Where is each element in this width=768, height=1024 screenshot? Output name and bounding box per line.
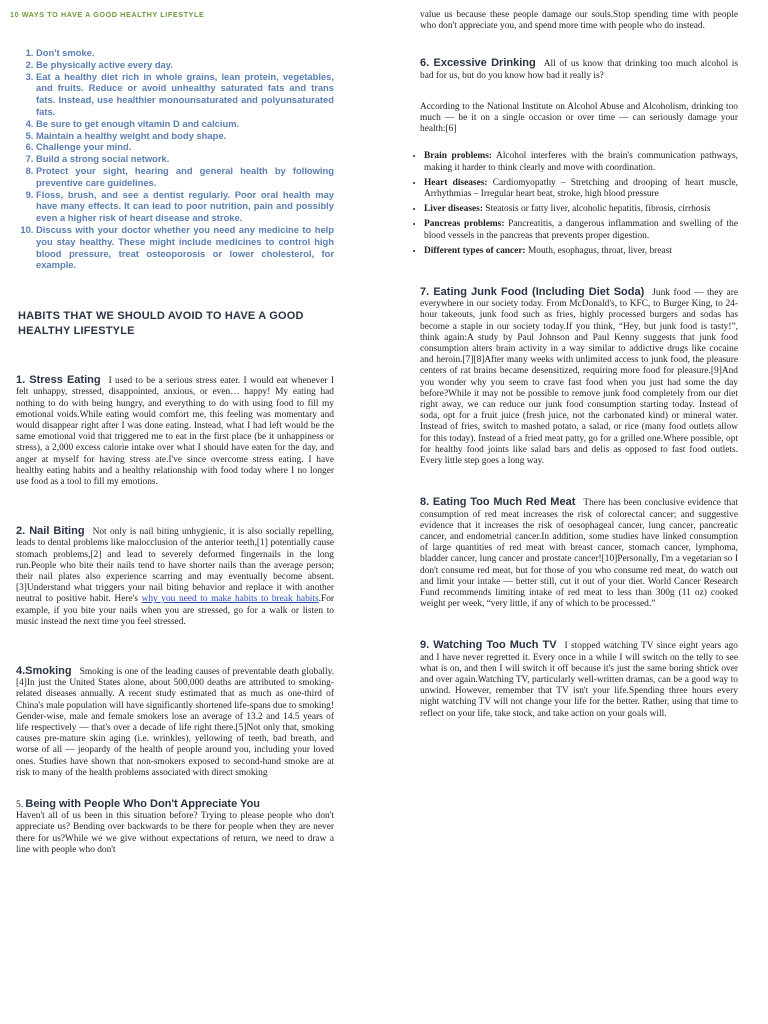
list-item: • Liver diseases: Steatosis or fatty liver, alcoholic hepatitis, fibrosis, cirrhosis <box>424 204 738 215</box>
section-smoking <box>16 666 334 779</box>
list-item: 9. Floss, brush, and see a dentist regularly. Poor oral health may have many effects. It can lead to poor nutrition, pain and possibly even a higher risk of heart disease and stroke. <box>36 189 334 224</box>
section-body: Haven't all of us been in this situation before? Trying to please people who don't appreciate us? Bending over backwards to be there for people when they are never there for us?While we we give without expectations of return, we need to draw a line with people who don't <box>16 811 334 855</box>
list-item: 5. Maintain a healthy weight and body shape. <box>36 130 334 142</box>
section-body: There has been conclusive evidence that consumption of red meat increases the risk of colorectal cancer; and suggestive evidence that it increases the risk of oesophageal cancer, lung cancer, pancreatic cancer, and endometrial cancer.In addition, some studies have linked consumption of large quantities of red meat with breast cancer, stomach cancer, lymphoma, bladder cancer, lung cancer and prostate cancer![10]Personally, I'm a vegetarian so I don't consume red meat, but for those of you who consume red meat, do watch out and limit your intake — better still, cut it out of your diet. World Cancer Research Fund recommends limiting intake of red meat to less than 300g (11 oz) cooked weight per week, “very little, if any of which to be processed.” <box>420 498 738 610</box>
list-item: 6. Challenge your mind. <box>36 141 334 153</box>
section-heading: 8. Eating Too Much Red Meat <box>420 496 576 509</box>
section-body: All of us know that drinking too much alcohol is bad for us, but do you know how bad it really is? <box>420 59 738 81</box>
section-red-meat <box>420 497 738 610</box>
left-column <box>10 0 335 856</box>
drinking-paragraph: According to the National Institute on Alcohol Abuse and Alcoholism, drinking too much — be it on a single occasion or over time — can seriously damage your health:[6] <box>420 101 738 135</box>
tips-list <box>16 47 334 271</box>
section-body: Not only is nail biting unhygienic, it is also socially repelling, leads to dental problems like malocclusion of the anterior teeth,[1] potentially cause stomach problems,[2] and lead to severely deformed fingernails in the long run.People who bite their nails tend to have shorter nails than the average person; their nail plates also experience scarring and may eventually become absent.[3]Understand what triggers your nail biting behavior and replace it with another neutral to positive habit. Here's <box>16 527 334 605</box>
section-nail-biting <box>16 526 334 628</box>
section-people-continued: value us because these people damage our souls.Stop spending time with people who don't appreciate you, and spend more time with people who do instead. <box>420 10 738 32</box>
list-item: 7. Build a strong social network. <box>36 153 334 165</box>
section-body: I used to be a serious stress eater. I would eat whenever I felt unhappy, stressed, disappointed, anxious, or even… happy! My eating had nothing to do with being hungry, and everything to do with using food to fill my emotional voids.While eating would comfort me, this feeling was momentary and would disappear right after I was done eating. Instead, what I had left would be the same emotional void that triggered me to eat in the first place (be it unhappiness or stress), a 2,000 excess calorie intake over what I should have eaten for the day, and anger at myself for having stress ate.I've since overcome stress eating. I have healthy eating habits and a healthy relationship with food today where I no longer use food as a tool to fill my emotions. <box>16 376 334 487</box>
list-item: 10. Discuss with your doctor whether you need any medicine to help you stay healthy. These might include medicines to control high blood pressure, treat osteoporosis or lower cholesterol, for example. <box>36 224 334 271</box>
section-body: I stopped watching TV since eight years ago and I have never regretted it. Every once in a while I will switch on the telly to see what is on, and then I will switch it off because it's just the same boring shtick over and over again.Watching TV, particularly well-written dramas, can be a good way to unwind. However, remember that TV isn't your life.Spending three hours every night watching TV will not change your life for the better. Rather, using that time to reflect on your life, take stock, and take action on your goals will. <box>420 641 738 719</box>
section-stress-eating <box>16 375 334 488</box>
habits-heading: HABITS THAT WE SHOULD AVOID TO HAVE A GOOD HEALTHY LIFESTYLE <box>18 310 304 338</box>
list-item: 1. Don't smoke. <box>36 47 334 59</box>
section-heading: 7. Eating Junk Food (Including Diet Soda) <box>420 286 645 299</box>
section-body: .For example, if you bite your nails when you are stressed, go for a walk or listen to music instead the next time you feel stressed. <box>16 594 335 627</box>
section-heading: 9. Watching Too Much TV <box>420 639 557 652</box>
list-item: 3. Eat a healthy diet rich in whole grains, lean protein, vegetables, and fruits. Reduce or avoid unhealthy saturated fats and trans fats. Instead, use healthier monounsaturated and polyunsaturated fats. <box>36 71 334 118</box>
list-item: • Brain problems: Alcohol interferes with the brain's communication pathways, making it harder to think clearly and move with coordination. <box>424 151 738 173</box>
kicker-title: 10 WAYS TO HAVE A GOOD HEALTHY LIFESTYLE <box>10 10 205 19</box>
list-item: 8. Protect your sight, hearing and general health by following preventive care guidelines. <box>36 165 334 189</box>
list-item: 4. Be sure to get enough vitamin D and calcium. <box>36 118 334 130</box>
section-heading: Being with People Who Don't Appreciate You <box>25 798 261 811</box>
section-heading: 4.Smoking <box>16 665 72 677</box>
section-heading: 6. Excessive Drinking <box>420 57 536 70</box>
section-tv <box>420 640 738 719</box>
section-drinking <box>420 58 738 81</box>
right-column <box>420 0 738 720</box>
list-item: • Heart diseases: Cardiomyopathy – Stretching and drooping of heart muscle, Arrhythmias – Irregular heart beat, stroke, high blood pressure <box>424 178 738 200</box>
list-item: • Different types of cancer: Mouth, esophagus, throat, liver, breast <box>424 246 738 257</box>
section-body: Junk food — they are everywhere in our society today. From McDonald's, to KFC, to Burger King, to 24-hour takeouts, junk food such as fries, highly processed burgers and sodas has become a staple in our society today.If you think, “Hey, but junk food is tasty!”, think again:A study by Paul Johnson and Paul Kenny suggests that junk food consumption alters brain activity in a way similar to addictive drugs like cocaine and heroin.[7][8]After many weeks with unlimited access to junk food, the pleasure centers of rat brains became desensitized, requiring more food for pleasure.[9]And you wonder why you seem to crave fast food when you just had some the day before?While it may not be possible to remove junk food completely from our diet right away, we can reduce our junk food consumption starting today. Instead of soda, opt for a fruit juice (fresh juice, not the carbonated kind) or mineral water. Instead of fries, switch to mashed potato, a salad, or rice (many food outlets allow for this today). Instead of a fried meat patty, go for a grilled one.Where possible, opt for healthy food joints like salad bars and delis as opposed to fast food outlets. Every little step goes a long way. <box>420 288 738 467</box>
list-item: • Pancreas problems: Pancreatitis, a dangerous inflammation and swelling of the blood vessels in the pancreas that prevents proper digestion. <box>424 219 738 241</box>
drinking-bullets <box>404 151 738 257</box>
section-junk-food <box>420 287 738 467</box>
habits-link[interactable]: why you need to make habits to break habits <box>141 594 319 605</box>
section-heading: 1. Stress Eating <box>16 374 101 387</box>
section-heading: 2. Nail Biting <box>16 525 85 538</box>
list-item: 2. Be physically active every day. <box>36 59 334 71</box>
section-people <box>16 799 334 856</box>
section-body: Smoking is one of the leading causes of preventable death globally.[4]In just the United States alone, about 500,000 deaths are attributed to smoking-related diseases annually. A recent study estimated that as much as one-third of China's male population will have significantly shortened life-spans due to smoking! Gender-wise, male and female smokers lose an average of 13.2 and 14.5 years of life respectively — that's over a decade of life right there.[5]Not only that, smoking causes pre-mature skin aging (i.e. wrinkles), yellowing of teeth, bad breath, and worse of all — jeopardy of the health of people around you, including your loved ones. Studies have shown that non-smokers exposed to second-hand smoke are at risk to many of the health problems associated with direct smoking <box>16 667 334 778</box>
section-number: 5. <box>16 800 24 811</box>
